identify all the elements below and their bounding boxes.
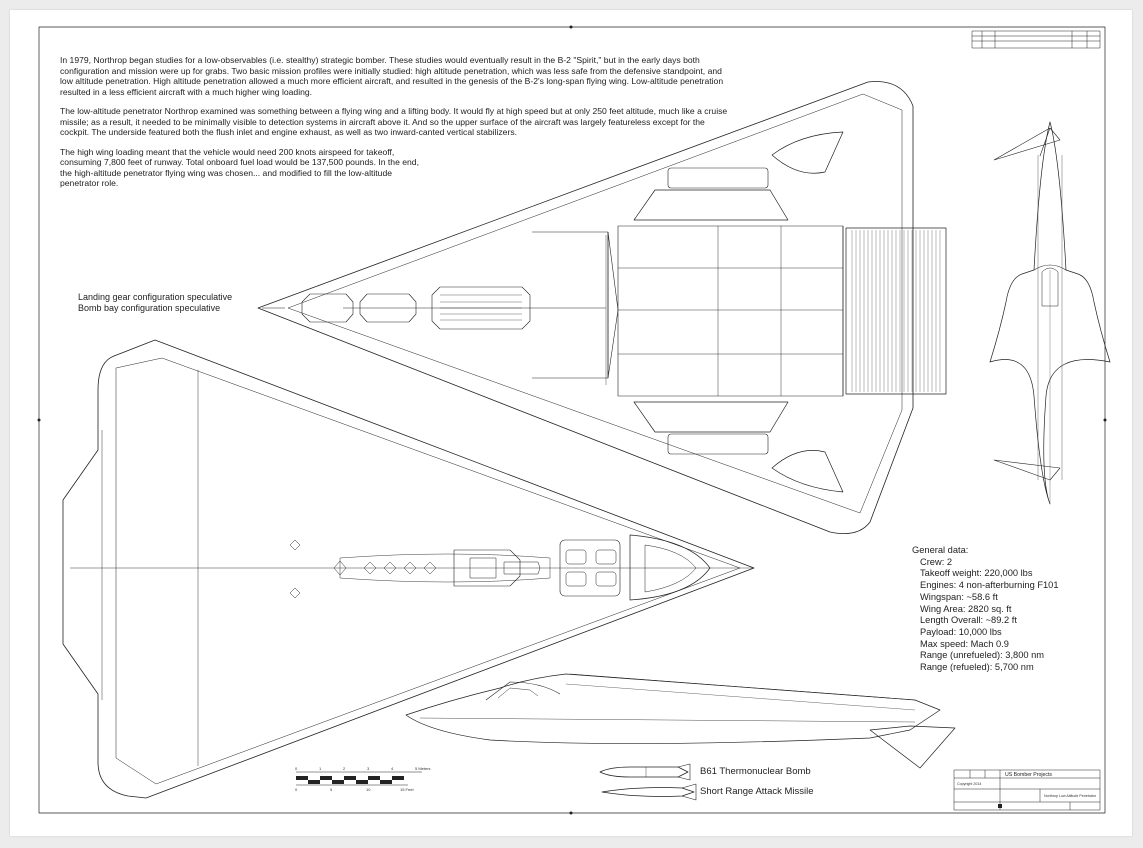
scale-tick-ft-0: 0 — [295, 787, 298, 792]
b61-label: B61 Thermonuclear Bomb — [700, 766, 811, 777]
general-data-item: Wingspan: ~58.6 ft — [920, 591, 998, 602]
general-data-item: Max speed: Mach 0.9 — [920, 638, 1009, 649]
b61-bomb-drawing — [600, 764, 690, 780]
general-data-heading: General data: — [912, 545, 969, 555]
title-block-copyright: Copyright 2014 — [957, 782, 982, 786]
scale-tick-m-0: 0 — [295, 766, 298, 771]
general-data-item: Crew: 2 — [920, 556, 953, 567]
title-block-subtitle: Northrop Low Altitude Penetrator — [1044, 794, 1097, 798]
aircraft-front-view — [990, 122, 1110, 504]
lower-bay-door — [634, 402, 788, 432]
general-data-item: Takeoff weight: 220,000 lbs — [920, 568, 1033, 579]
scale-tick-m-3: 3 — [367, 766, 370, 771]
aircraft-side-view — [406, 674, 955, 768]
aircraft-plan-view — [63, 340, 754, 798]
scale-tick-ft-3: 15 Feet — [400, 787, 414, 792]
bomb-bay-note: Bomb bay configuration speculative — [78, 303, 221, 313]
general-data-item: Range (refueled): 5,700 nm — [920, 662, 1034, 673]
drawing-sheet — [10, 10, 1132, 836]
general-data — [912, 545, 1059, 674]
scale-tick-m-1: 1 — [319, 766, 322, 771]
general-data-item: Wing Area: 2820 sq. ft — [920, 603, 1012, 614]
intro-paragraph-3: The high wing loading meant that the vehicle would need 200 knots airspeed for takeoff, consuming 7,800 feet of runway. Total onboard fuel load would be 137,500 pounds. In the end, the high-altitude penetrator flying wing was chosen... and modified to fill the low-altitude penetrator role. — [60, 146, 419, 188]
intro-paragraph-2: The low-altitude penetrator Northrop examined was something between a flying wing and a lifting body. It would fly at high speed but at only 250 feet altitude, much like a cruise missile; as a result, it needed to be minimally visible to detection systems in aircraft above it. And so the upper surface of the aircraft was largely featureless except for the cockpit. The underside featured both the flush inlet and engine exhaust, as well as two inward-canted vertical stabilizers. — [60, 106, 728, 137]
intro-text — [60, 55, 735, 198]
sram-missile-drawing — [602, 784, 696, 800]
sram-label: Short Range Attack Missile — [700, 786, 814, 797]
scale-tick-m-5: 5 Meters — [415, 766, 431, 771]
side-view-fin — [870, 726, 955, 768]
landing-gear-note: Landing gear configuration speculative — [78, 292, 233, 302]
speculative-notes — [78, 292, 232, 314]
intro-paragraph-1: In 1979, Northrop began studies for a low-observables (i.e. stealthy) strategic bomber. These studies would eventually result in the B-2 "Spirit," but in the early days both configuration and mission were up for grabs. Two basic mission profiles were initially studied: high altitude penetration, which was less safe from the defensive standpoint, and low altitude penetration. High altitude penetration allowed a much more efficient aircraft, and resulted in the genesis of the B-2's long-span flying wing. Low-altitude penetration resulted in a less efficient aircraft with a much higher wing loading. — [60, 55, 724, 97]
general-data-item: Length Overall: ~89.2 ft — [920, 615, 1017, 626]
title-block-square — [998, 804, 1002, 808]
revision-block — [972, 31, 1100, 48]
general-data-item: Range (unrefueled): 3,800 nm — [920, 650, 1045, 661]
side-view-outline — [406, 674, 940, 744]
scale-tick-m-2: 2 — [343, 766, 346, 771]
general-data-item: Payload: 10,000 lbs — [920, 626, 1002, 637]
front-upper-fins — [994, 128, 1060, 160]
exhaust-grid — [852, 230, 940, 392]
scale-bar-labels — [295, 766, 431, 792]
general-data-item: Engines: 4 non-afterburning F101 — [920, 580, 1059, 591]
scale-tick-m-4: 4 — [391, 766, 394, 771]
plan-view-outline — [63, 340, 754, 798]
title-block-brand: US Bomber Projects — [1005, 772, 1052, 778]
scale-bar-fill — [296, 776, 404, 784]
scale-tick-ft-1: 5 — [330, 787, 333, 792]
scale-tick-ft-2: 10 — [366, 787, 371, 792]
